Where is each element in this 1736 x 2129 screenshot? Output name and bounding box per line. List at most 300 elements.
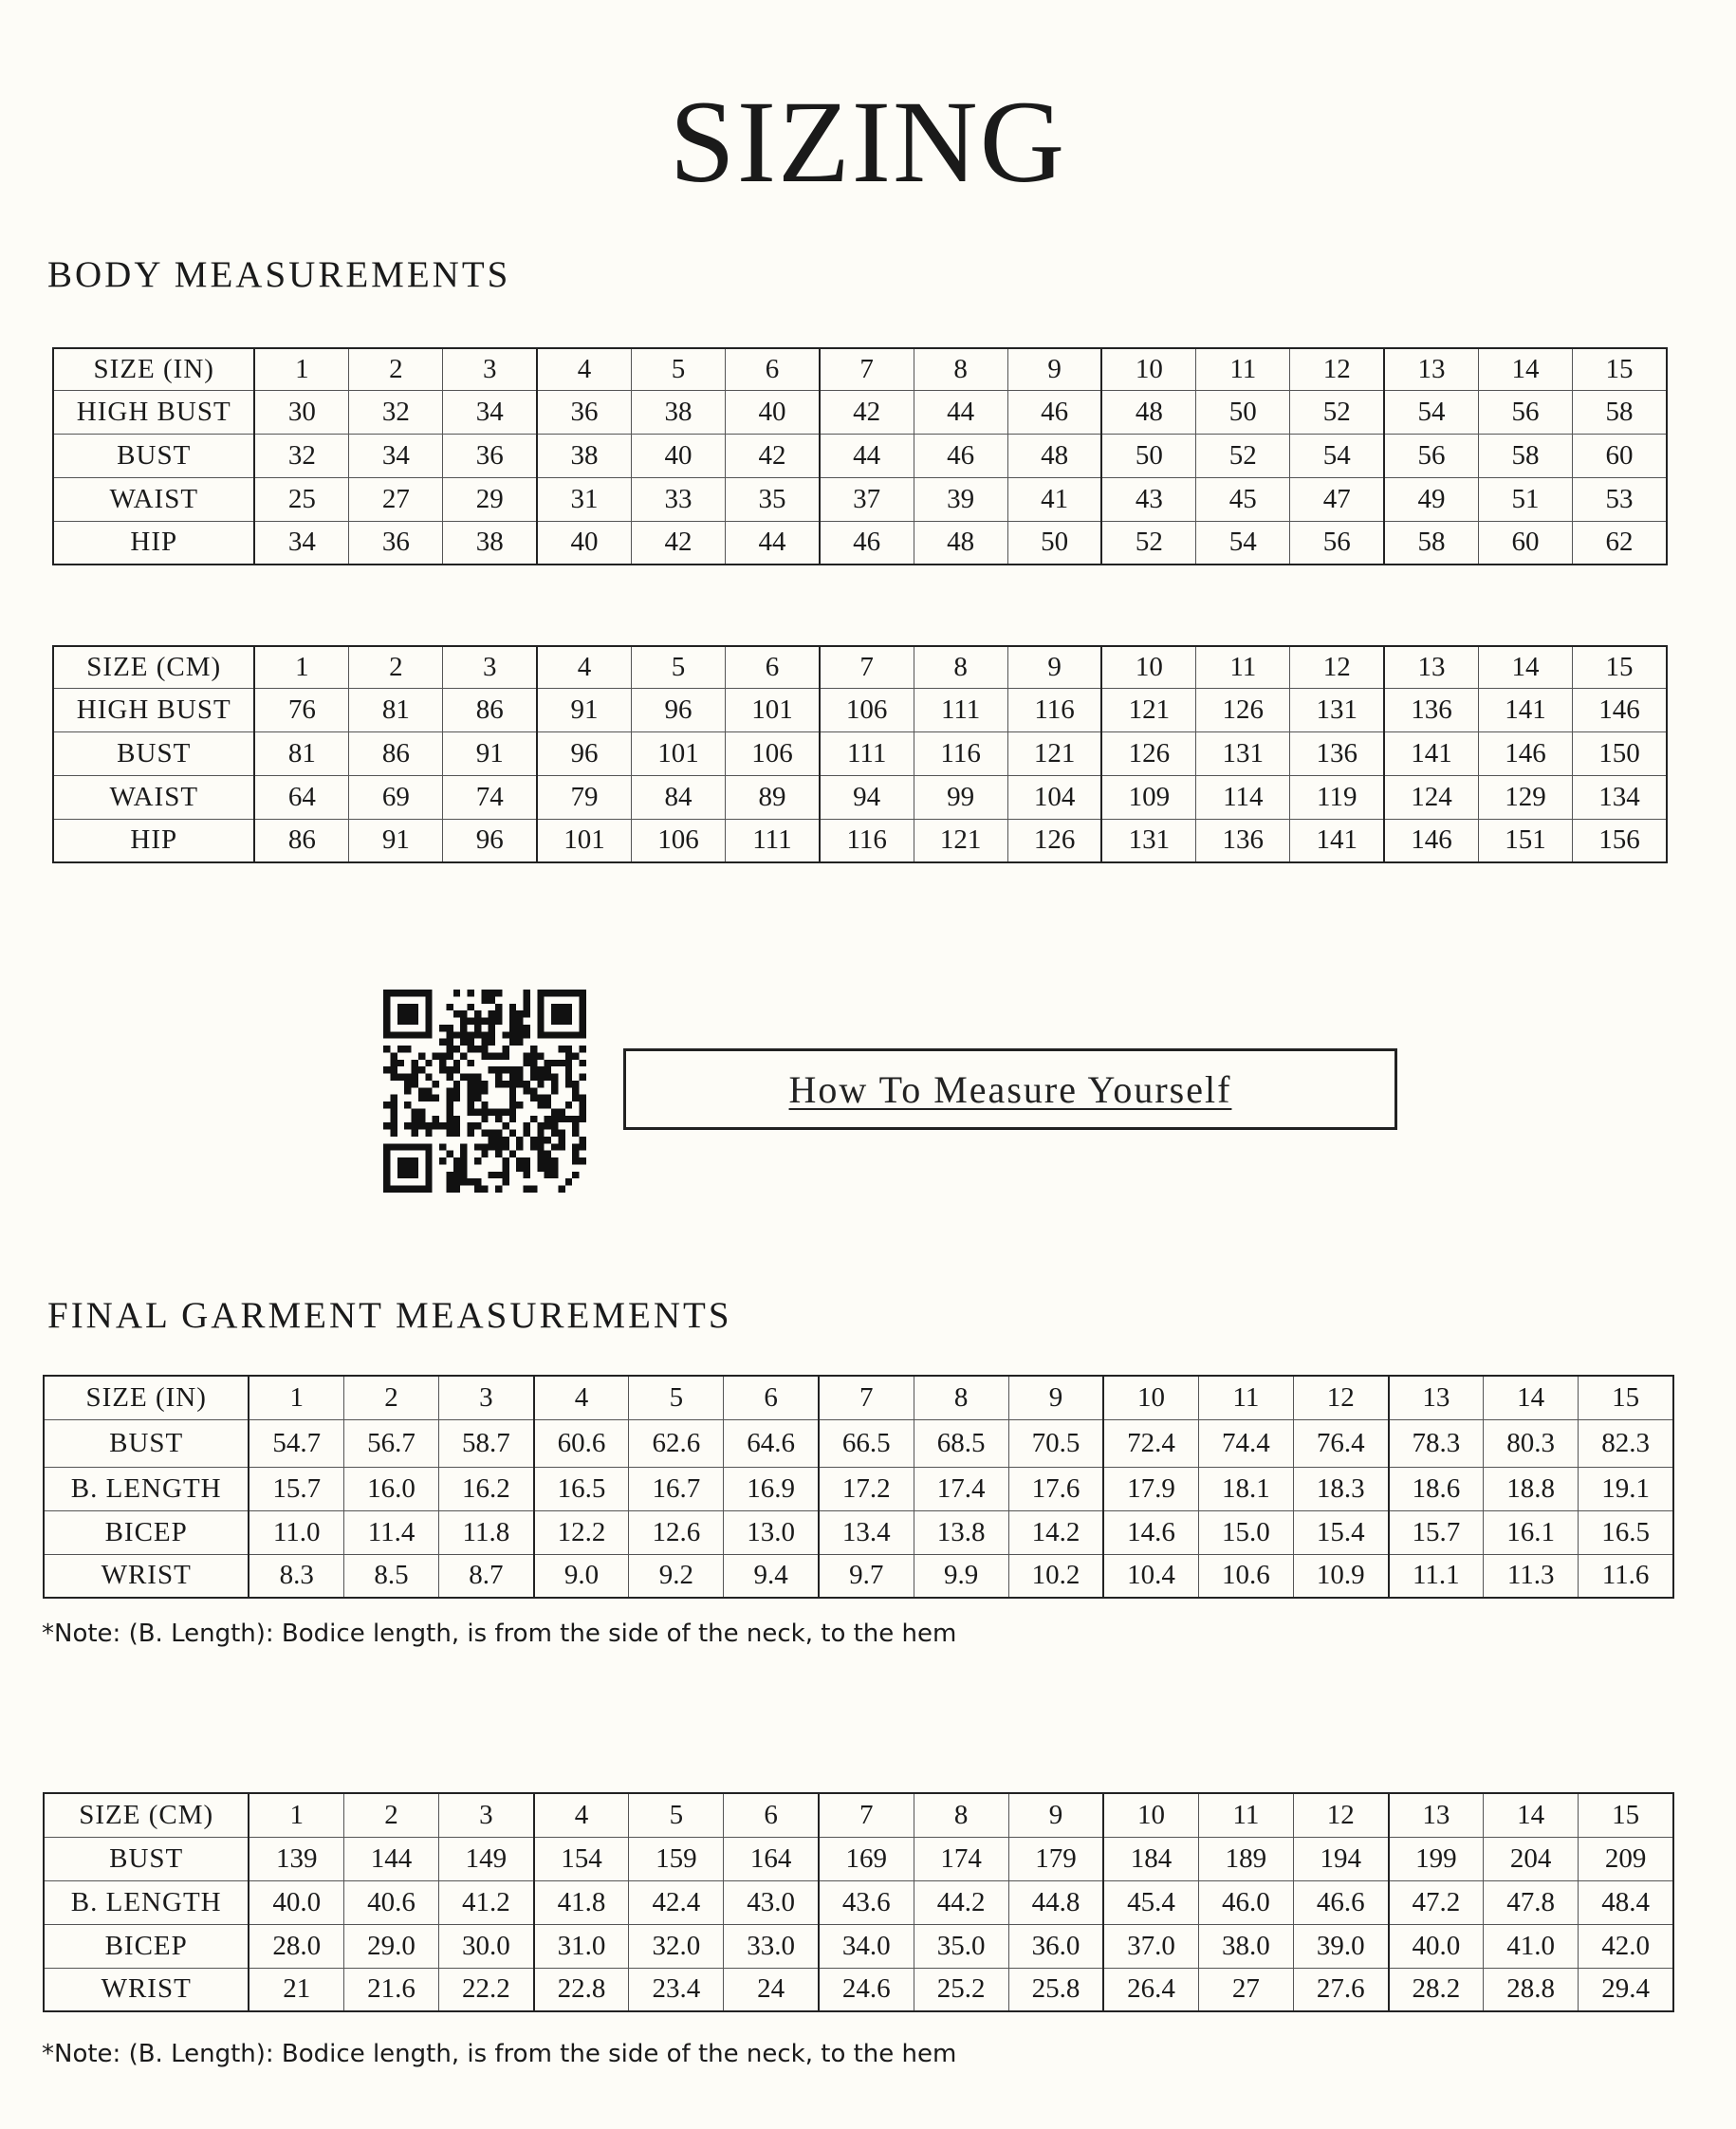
table-cell: 169 [819, 1837, 914, 1880]
table-cell: 47.2 [1389, 1880, 1484, 1924]
table-cell: 47 [1290, 477, 1384, 521]
table-row [53, 775, 1667, 819]
table-cell: 10.9 [1293, 1554, 1388, 1598]
table-cell: 15.4 [1293, 1510, 1388, 1554]
table-cell: 62.6 [629, 1419, 724, 1467]
size-header-cell: 11 [1196, 646, 1290, 688]
table-cell: 46 [914, 434, 1007, 477]
table-cell: 41 [1007, 477, 1101, 521]
table-cell: 141 [1290, 819, 1384, 862]
size-header-cell: 1 [249, 1376, 343, 1419]
table-cell: 101 [726, 688, 820, 731]
size-header-cell: 1 [254, 348, 348, 390]
table-cell: 44 [820, 434, 914, 477]
table-cell: 41.8 [534, 1880, 629, 1924]
table-cell: 28.0 [249, 1924, 343, 1968]
measurement-label: BICEP [44, 1924, 249, 1968]
size-header-cell: 15 [1573, 348, 1667, 390]
table-cell: 53 [1573, 477, 1667, 521]
table-cell: 24.6 [819, 1968, 914, 2011]
table-cell: 18.8 [1484, 1467, 1579, 1510]
table-cell: 13.4 [819, 1510, 914, 1554]
size-header-cell: 13 [1389, 1376, 1484, 1419]
table-cell: 111 [914, 688, 1007, 731]
table-cell: 131 [1196, 731, 1290, 775]
table-cell: 74 [443, 775, 537, 819]
table-cell: 36.0 [1008, 1924, 1103, 1968]
table-cell: 40.0 [249, 1880, 343, 1924]
table-cell: 42 [631, 521, 725, 565]
table-cell: 16.5 [534, 1467, 629, 1510]
table-cell: 56 [1478, 390, 1572, 434]
table-cell: 86 [254, 819, 348, 862]
size-header-cell: 12 [1293, 1793, 1388, 1837]
garment-measurements-inches-table [43, 1375, 1674, 1599]
table-cell: 39.0 [1293, 1924, 1388, 1968]
table-cell: 16.9 [724, 1467, 819, 1510]
table-cell: 13.8 [914, 1510, 1008, 1554]
measurement-label: B. LENGTH [44, 1880, 249, 1924]
size-unit-header: SIZE (IN) [44, 1376, 249, 1419]
table-cell: 43.0 [724, 1880, 819, 1924]
table-cell: 8.7 [439, 1554, 534, 1598]
table-cell: 121 [1007, 731, 1101, 775]
size-header-cell: 6 [724, 1793, 819, 1837]
table-cell: 129 [1478, 775, 1572, 819]
table-cell: 16.1 [1484, 1510, 1579, 1554]
table-cell: 54 [1384, 390, 1478, 434]
table-cell: 29.0 [343, 1924, 438, 1968]
table-cell: 44.2 [914, 1880, 1008, 1924]
table-cell: 17.4 [914, 1467, 1008, 1510]
size-header-cell: 11 [1198, 1376, 1293, 1419]
table-cell: 58 [1478, 434, 1572, 477]
table-cell: 50 [1101, 434, 1195, 477]
table-cell: 12.2 [534, 1510, 629, 1554]
size-header-cell: 2 [349, 348, 443, 390]
table-cell: 54.7 [249, 1419, 343, 1467]
size-header-cell: 15 [1579, 1793, 1673, 1837]
size-header-cell: 2 [349, 646, 443, 688]
table-cell: 10.6 [1198, 1554, 1293, 1598]
table-cell: 136 [1196, 819, 1290, 862]
size-header-cell: 11 [1196, 348, 1290, 390]
table-cell: 51 [1478, 477, 1572, 521]
table-cell: 36 [443, 434, 537, 477]
table-cell: 146 [1478, 731, 1572, 775]
size-unit-header: SIZE (IN) [53, 348, 254, 390]
final-garment-measurements-heading: FINAL GARMENT MEASUREMENTS [47, 1295, 732, 1336]
table-cell: 48 [914, 521, 1007, 565]
size-header-cell: 1 [249, 1793, 343, 1837]
size-header-cell: 15 [1579, 1376, 1673, 1419]
size-header-cell: 12 [1290, 348, 1384, 390]
table-cell: 15.0 [1198, 1510, 1293, 1554]
table-cell: 32.0 [629, 1924, 724, 1968]
table-cell: 144 [343, 1837, 438, 1880]
table-cell: 36 [537, 390, 631, 434]
table-cell: 116 [914, 731, 1007, 775]
table-cell: 70.5 [1008, 1419, 1103, 1467]
table-cell: 43 [1101, 477, 1195, 521]
table-cell: 141 [1384, 731, 1478, 775]
size-header-cell: 5 [631, 348, 725, 390]
table-cell: 25.8 [1008, 1968, 1103, 2011]
body-measurements-heading: BODY MEASUREMENTS [47, 254, 511, 295]
table-cell: 42 [726, 434, 820, 477]
size-header-cell: 9 [1007, 348, 1101, 390]
table-cell: 116 [1007, 688, 1101, 731]
table-cell: 136 [1290, 731, 1384, 775]
table-cell: 79 [537, 775, 631, 819]
table-cell: 48 [1101, 390, 1195, 434]
table-cell: 18.6 [1389, 1467, 1484, 1510]
size-header-cell: 6 [726, 646, 820, 688]
table-cell: 199 [1389, 1837, 1484, 1880]
size-header-cell: 13 [1384, 646, 1478, 688]
size-header-cell: 3 [443, 348, 537, 390]
table-cell: 96 [537, 731, 631, 775]
table-cell: 60.6 [534, 1419, 629, 1467]
table-cell: 156 [1573, 819, 1667, 862]
table-cell: 46.0 [1198, 1880, 1293, 1924]
table-cell: 42 [820, 390, 914, 434]
table-cell: 141 [1478, 688, 1572, 731]
table-cell: 31 [537, 477, 631, 521]
table-cell: 29 [443, 477, 537, 521]
table-cell: 41.0 [1484, 1924, 1579, 1968]
size-header-cell: 8 [914, 646, 1007, 688]
table-cell: 28.2 [1389, 1968, 1484, 2011]
size-header-cell: 7 [820, 348, 914, 390]
size-header-cell: 2 [343, 1376, 438, 1419]
table-cell: 17.6 [1008, 1467, 1103, 1510]
table-cell: 151 [1478, 819, 1572, 862]
size-header-cell: 4 [534, 1376, 629, 1419]
table-cell: 40.6 [343, 1880, 438, 1924]
table-cell: 36 [349, 521, 443, 565]
measurement-label: B. LENGTH [44, 1467, 249, 1510]
table-row [53, 688, 1667, 731]
size-header-cell: 13 [1389, 1793, 1484, 1837]
table-header-row [53, 646, 1667, 688]
table-row [44, 1554, 1673, 1598]
size-header-cell: 14 [1484, 1376, 1579, 1419]
table-cell: 42.4 [629, 1880, 724, 1924]
table-cell: 9.4 [724, 1554, 819, 1598]
size-header-cell: 1 [254, 646, 348, 688]
table-cell: 209 [1579, 1837, 1673, 1880]
size-header-cell: 3 [439, 1793, 534, 1837]
size-header-cell: 12 [1293, 1376, 1388, 1419]
table-cell: 13.0 [724, 1510, 819, 1554]
table-row [53, 390, 1667, 434]
table-cell: 38.0 [1198, 1924, 1293, 1968]
table-cell: 40.0 [1389, 1924, 1484, 1968]
table-cell: 11.6 [1579, 1554, 1673, 1598]
table-cell: 45 [1196, 477, 1290, 521]
size-header-cell: 5 [629, 1793, 724, 1837]
table-cell: 109 [1101, 775, 1195, 819]
table-cell: 126 [1007, 819, 1101, 862]
table-cell: 106 [820, 688, 914, 731]
table-cell: 29.4 [1579, 1968, 1673, 2011]
measurement-label: BUST [44, 1837, 249, 1880]
bodice-length-note: *Note: (B. Length): Bodice length, is from the side of the neck, to the hem [42, 1620, 957, 1648]
table-cell: 18.3 [1293, 1467, 1388, 1510]
table-cell: 41.2 [439, 1880, 534, 1924]
table-cell: 16.0 [343, 1467, 438, 1510]
table-cell: 194 [1293, 1837, 1388, 1880]
table-cell: 11.0 [249, 1510, 343, 1554]
table-row [44, 1467, 1673, 1510]
table-cell: 204 [1484, 1837, 1579, 1880]
table-cell: 56 [1290, 521, 1384, 565]
table-row [44, 1880, 1673, 1924]
table-cell: 106 [726, 731, 820, 775]
table-cell: 11.3 [1484, 1554, 1579, 1598]
table-cell: 114 [1196, 775, 1290, 819]
table-cell: 37.0 [1103, 1924, 1198, 1968]
table-cell: 189 [1198, 1837, 1293, 1880]
table-cell: 86 [349, 731, 443, 775]
table-cell: 164 [724, 1837, 819, 1880]
size-header-cell: 10 [1101, 646, 1195, 688]
table-cell: 111 [820, 731, 914, 775]
table-cell: 82.3 [1579, 1419, 1673, 1467]
table-cell: 35.0 [914, 1924, 1008, 1968]
size-unit-header: SIZE (CM) [53, 646, 254, 688]
table-cell: 66.5 [819, 1419, 914, 1467]
table-cell: 43.6 [819, 1880, 914, 1924]
size-header-cell: 14 [1484, 1793, 1579, 1837]
table-cell: 124 [1384, 775, 1478, 819]
table-row [44, 1968, 1673, 2011]
table-row [44, 1510, 1673, 1554]
table-cell: 8.5 [343, 1554, 438, 1598]
table-cell: 184 [1103, 1837, 1198, 1880]
size-unit-header: SIZE (CM) [44, 1793, 249, 1837]
table-cell: 40 [726, 390, 820, 434]
size-header-cell: 5 [629, 1376, 724, 1419]
size-header-cell: 8 [914, 1376, 1008, 1419]
table-cell: 38 [631, 390, 725, 434]
table-cell: 34.0 [819, 1924, 914, 1968]
table-cell: 91 [443, 731, 537, 775]
table-cell: 10.4 [1103, 1554, 1198, 1598]
table-cell: 12.6 [629, 1510, 724, 1554]
table-cell: 60 [1478, 521, 1572, 565]
size-header-cell: 2 [343, 1793, 438, 1837]
table-cell: 32 [254, 434, 348, 477]
table-cell: 99 [914, 775, 1007, 819]
table-cell: 46 [820, 521, 914, 565]
table-cell: 116 [820, 819, 914, 862]
table-cell: 94 [820, 775, 914, 819]
table-cell: 39 [914, 477, 1007, 521]
table-cell: 179 [1008, 1837, 1103, 1880]
table-cell: 149 [439, 1837, 534, 1880]
table-cell: 80.3 [1484, 1419, 1579, 1467]
size-header-cell: 14 [1478, 348, 1572, 390]
size-header-cell: 10 [1103, 1793, 1198, 1837]
table-header-row [44, 1376, 1673, 1419]
table-cell: 52 [1290, 390, 1384, 434]
table-cell: 22.2 [439, 1968, 534, 2011]
table-cell: 22.8 [534, 1968, 629, 2011]
table-cell: 30 [254, 390, 348, 434]
table-cell: 17.9 [1103, 1467, 1198, 1510]
how-to-measure-link[interactable]: How To Measure Yourself [623, 1048, 1397, 1130]
size-header-cell: 9 [1008, 1376, 1103, 1419]
table-cell: 27 [1198, 1968, 1293, 2011]
table-cell: 91 [537, 688, 631, 731]
table-cell: 54 [1196, 521, 1290, 565]
table-cell: 58 [1384, 521, 1478, 565]
table-row [53, 521, 1667, 565]
table-cell: 11.8 [439, 1510, 534, 1554]
table-cell: 81 [254, 731, 348, 775]
measurement-label: WRIST [44, 1554, 249, 1598]
table-cell: 72.4 [1103, 1419, 1198, 1467]
table-cell: 68.5 [914, 1419, 1008, 1467]
table-cell: 119 [1290, 775, 1384, 819]
size-header-cell: 10 [1103, 1376, 1198, 1419]
size-header-cell: 4 [534, 1793, 629, 1837]
size-header-cell: 6 [726, 348, 820, 390]
table-cell: 8.3 [249, 1554, 343, 1598]
table-cell: 174 [914, 1837, 1008, 1880]
table-cell: 54 [1290, 434, 1384, 477]
size-header-cell: 11 [1198, 1793, 1293, 1837]
measurement-label: WRIST [44, 1968, 249, 2011]
table-cell: 11.1 [1389, 1554, 1484, 1598]
table-cell: 34 [443, 390, 537, 434]
table-row [53, 731, 1667, 775]
table-cell: 44 [726, 521, 820, 565]
table-cell: 46.6 [1293, 1880, 1388, 1924]
table-cell: 38 [443, 521, 537, 565]
table-cell: 58.7 [439, 1419, 534, 1467]
qr-code[interactable] [383, 990, 586, 1193]
size-header-cell: 13 [1384, 348, 1478, 390]
table-cell: 121 [914, 819, 1007, 862]
measurement-label: WAIST [53, 775, 254, 819]
size-header-cell: 9 [1007, 646, 1101, 688]
table-cell: 18.1 [1198, 1467, 1293, 1510]
table-cell: 16.5 [1579, 1510, 1673, 1554]
table-cell: 33.0 [724, 1924, 819, 1968]
table-cell: 14.2 [1008, 1510, 1103, 1554]
table-cell: 44 [914, 390, 1007, 434]
table-cell: 131 [1101, 819, 1195, 862]
table-cell: 24 [724, 1968, 819, 2011]
table-header-row [44, 1793, 1673, 1837]
size-header-cell: 12 [1290, 646, 1384, 688]
table-cell: 42.0 [1579, 1924, 1673, 1968]
body-measurements-cm-table [52, 645, 1668, 863]
table-cell: 11.4 [343, 1510, 438, 1554]
table-cell: 139 [249, 1837, 343, 1880]
table-cell: 26.4 [1103, 1968, 1198, 2011]
table-cell: 9.9 [914, 1554, 1008, 1598]
table-cell: 52 [1196, 434, 1290, 477]
size-header-cell: 9 [1008, 1793, 1103, 1837]
table-cell: 60 [1573, 434, 1667, 477]
table-cell: 91 [349, 819, 443, 862]
table-cell: 76.4 [1293, 1419, 1388, 1467]
table-cell: 106 [631, 819, 725, 862]
size-header-cell: 10 [1101, 348, 1195, 390]
table-cell: 58 [1573, 390, 1667, 434]
table-cell: 17.2 [819, 1467, 914, 1510]
measurement-label: HIGH BUST [53, 390, 254, 434]
size-header-cell: 5 [631, 646, 725, 688]
table-cell: 84 [631, 775, 725, 819]
table-cell: 35 [726, 477, 820, 521]
table-cell: 16.2 [439, 1467, 534, 1510]
size-header-cell: 7 [820, 646, 914, 688]
bodice-length-note-cm: *Note: (B. Length): Bodice length, is from the side of the neck, to the hem [42, 2040, 957, 2068]
page-title: SIZING [669, 77, 1067, 207]
table-cell: 50 [1007, 521, 1101, 565]
table-cell: 15.7 [1389, 1510, 1484, 1554]
table-cell: 154 [534, 1837, 629, 1880]
table-cell: 32 [349, 390, 443, 434]
table-cell: 46 [1007, 390, 1101, 434]
table-cell: 76 [254, 688, 348, 731]
size-header-cell: 15 [1573, 646, 1667, 688]
table-cell: 34 [349, 434, 443, 477]
measurement-label: BICEP [44, 1510, 249, 1554]
table-cell: 15.7 [249, 1467, 343, 1510]
table-cell: 81 [349, 688, 443, 731]
table-cell: 49 [1384, 477, 1478, 521]
table-cell: 96 [443, 819, 537, 862]
table-cell: 30.0 [439, 1924, 534, 1968]
table-cell: 52 [1101, 521, 1195, 565]
measurement-label: HIP [53, 819, 254, 862]
table-cell: 146 [1573, 688, 1667, 731]
table-cell: 25.2 [914, 1968, 1008, 2011]
table-row [53, 819, 1667, 862]
table-cell: 48.4 [1579, 1880, 1673, 1924]
table-cell: 9.0 [534, 1554, 629, 1598]
size-header-cell: 8 [914, 348, 1007, 390]
table-cell: 34 [254, 521, 348, 565]
table-cell: 56 [1384, 434, 1478, 477]
table-cell: 28.8 [1484, 1968, 1579, 2011]
size-header-cell: 7 [819, 1376, 914, 1419]
table-cell: 101 [631, 731, 725, 775]
table-cell: 10.2 [1008, 1554, 1103, 1598]
table-cell: 31.0 [534, 1924, 629, 1968]
table-cell: 25 [254, 477, 348, 521]
table-cell: 126 [1196, 688, 1290, 731]
table-cell: 37 [820, 477, 914, 521]
table-cell: 74.4 [1198, 1419, 1293, 1467]
table-cell: 16.7 [629, 1467, 724, 1510]
table-row [44, 1837, 1673, 1880]
table-row [44, 1419, 1673, 1467]
size-header-cell: 7 [819, 1793, 914, 1837]
table-cell: 38 [537, 434, 631, 477]
table-cell: 40 [537, 521, 631, 565]
table-cell: 45.4 [1103, 1880, 1198, 1924]
table-cell: 64 [254, 775, 348, 819]
table-cell: 69 [349, 775, 443, 819]
size-header-cell: 3 [439, 1376, 534, 1419]
